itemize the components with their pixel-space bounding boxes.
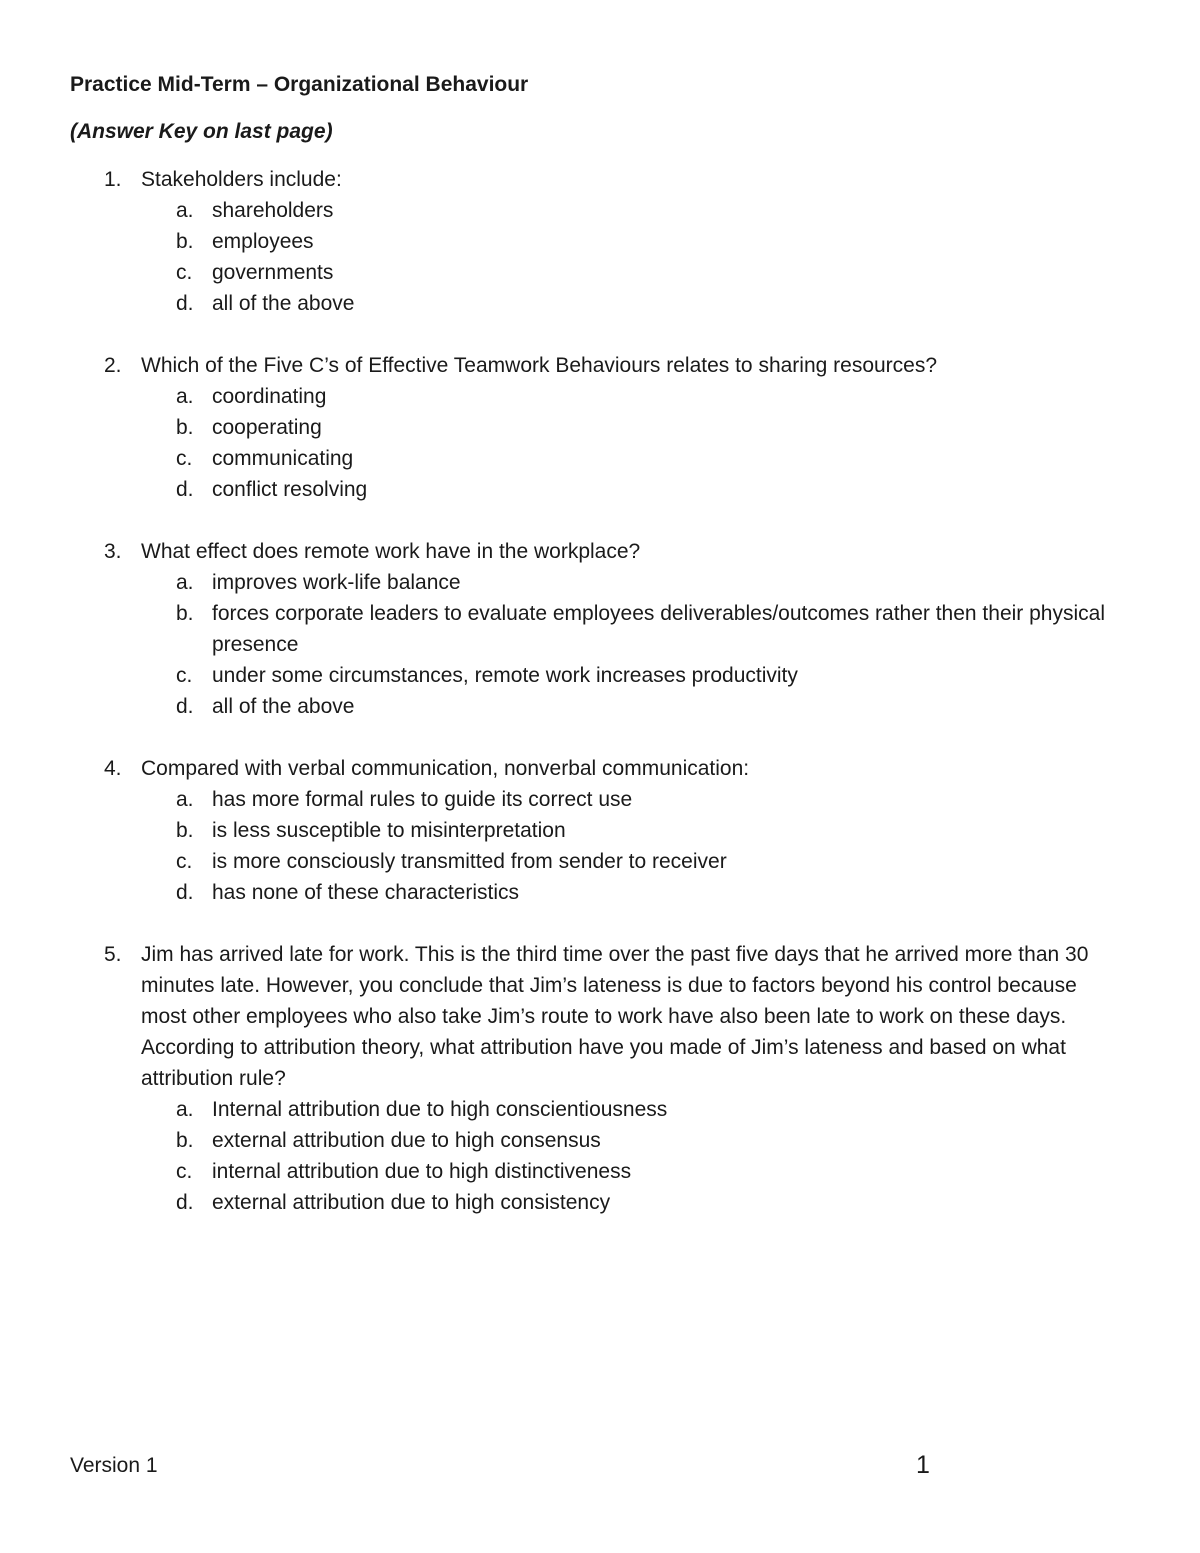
- option-d: [0, 474, 1200, 505]
- question-text: What effect does remote work have in the workplace?: [141, 540, 641, 563]
- question-number: 3.: [104, 540, 122, 563]
- option-text: shareholders: [212, 199, 334, 222]
- page-number: 1: [916, 1451, 930, 1479]
- option-letter: b.: [176, 416, 194, 439]
- option-letter: c.: [176, 664, 193, 687]
- option-text: all of the above: [212, 695, 355, 718]
- option-list: [0, 1094, 1200, 1218]
- question-1: [0, 164, 1200, 319]
- option-d: [0, 288, 1200, 319]
- question-4: [0, 753, 1200, 908]
- option-d: [0, 1187, 1200, 1218]
- option-c: [0, 660, 1200, 691]
- option-text: coordinating: [212, 385, 327, 408]
- option-b: [0, 815, 1200, 846]
- question-number: 4.: [104, 757, 122, 780]
- option-text: has none of these characteristics: [212, 881, 520, 904]
- option-text: cooperating: [212, 416, 322, 439]
- option-text: under some circumstances, remote work increases productivity: [212, 664, 798, 687]
- option-c: [0, 1156, 1200, 1187]
- option-letter: c.: [176, 1160, 193, 1183]
- option-list: [0, 381, 1200, 505]
- option-letter: a.: [176, 385, 194, 408]
- question-text: Stakeholders include:: [141, 168, 342, 191]
- option-text: is more consciously transmitted from sender to receiver: [212, 850, 727, 873]
- document-subtitle: (Answer Key on last page): [70, 120, 333, 143]
- question-5: [0, 939, 1200, 1218]
- option-letter: c.: [176, 447, 193, 470]
- option-letter: a.: [176, 199, 194, 222]
- question-text: Jim has arrived late for work. This is the third time over the past five days that he arrived more than 30 minutes late. However, you conclude that Jim’s lateness is due to factors beyond his control because most other employees who also take Jim’s route to work have also been late to work on these days. According to attribution theory, what attribution have you made of Jim’s lateness and based on what attribution rule?: [141, 943, 1089, 1090]
- option-letter: b.: [176, 602, 194, 625]
- option-letter: d.: [176, 478, 194, 501]
- option-letter: b.: [176, 230, 194, 253]
- option-a: [0, 381, 1200, 412]
- question-2: [0, 350, 1200, 505]
- option-a: [0, 784, 1200, 815]
- option-text: has more formal rules to guide its correct use: [212, 788, 633, 811]
- question-list: [0, 164, 1200, 1249]
- option-list: [0, 784, 1200, 908]
- option-text: all of the above: [212, 292, 355, 315]
- option-b: [0, 226, 1200, 257]
- option-a: [0, 195, 1200, 226]
- option-letter: b.: [176, 1129, 194, 1152]
- option-letter: a.: [176, 571, 194, 594]
- option-d: [0, 691, 1200, 722]
- option-letter: a.: [176, 1098, 194, 1121]
- option-b: [0, 1125, 1200, 1156]
- question-text: Which of the Five C’s of Effective Teamwork Behaviours relates to sharing resources?: [141, 354, 938, 377]
- option-letter: d.: [176, 695, 194, 718]
- option-a: [0, 1094, 1200, 1125]
- option-a: [0, 567, 1200, 598]
- option-letter: d.: [176, 1191, 194, 1214]
- question-number: 5.: [104, 943, 122, 966]
- document-title: Practice Mid-Term – Organizational Behaviour: [70, 73, 529, 96]
- option-list: [0, 567, 1200, 722]
- option-text: internal attribution due to high distinctiveness: [212, 1160, 632, 1183]
- option-c: [0, 443, 1200, 474]
- option-b: [0, 598, 1200, 660]
- option-letter: d.: [176, 292, 194, 315]
- option-text: external attribution due to high consensus: [212, 1129, 601, 1152]
- option-text: communicating: [212, 447, 354, 470]
- option-d: [0, 877, 1200, 908]
- option-letter: c.: [176, 850, 193, 873]
- question-number: 2.: [104, 354, 122, 377]
- question-number: 1.: [104, 168, 122, 191]
- option-letter: a.: [176, 788, 194, 811]
- question-3: [0, 536, 1200, 722]
- option-text: conflict resolving: [212, 478, 368, 501]
- option-list: [0, 195, 1200, 319]
- option-text: is less susceptible to misinterpretation: [212, 819, 566, 842]
- option-letter: b.: [176, 819, 194, 842]
- option-text: employees: [212, 230, 314, 253]
- option-letter: d.: [176, 881, 194, 904]
- option-text: forces corporate leaders to evaluate employees deliverables/outcomes rather then their physical presence: [212, 602, 1105, 656]
- footer-version: Version 1: [70, 1454, 158, 1477]
- option-text: governments: [212, 261, 334, 284]
- option-c: [0, 257, 1200, 288]
- option-letter: c.: [176, 261, 193, 284]
- option-text: improves work-life balance: [212, 571, 461, 594]
- option-c: [0, 846, 1200, 877]
- question-text: Compared with verbal communication, nonverbal communication:: [141, 757, 750, 780]
- option-text: external attribution due to high consistency: [212, 1191, 611, 1214]
- option-text: Internal attribution due to high conscientiousness: [212, 1098, 668, 1121]
- option-b: [0, 412, 1200, 443]
